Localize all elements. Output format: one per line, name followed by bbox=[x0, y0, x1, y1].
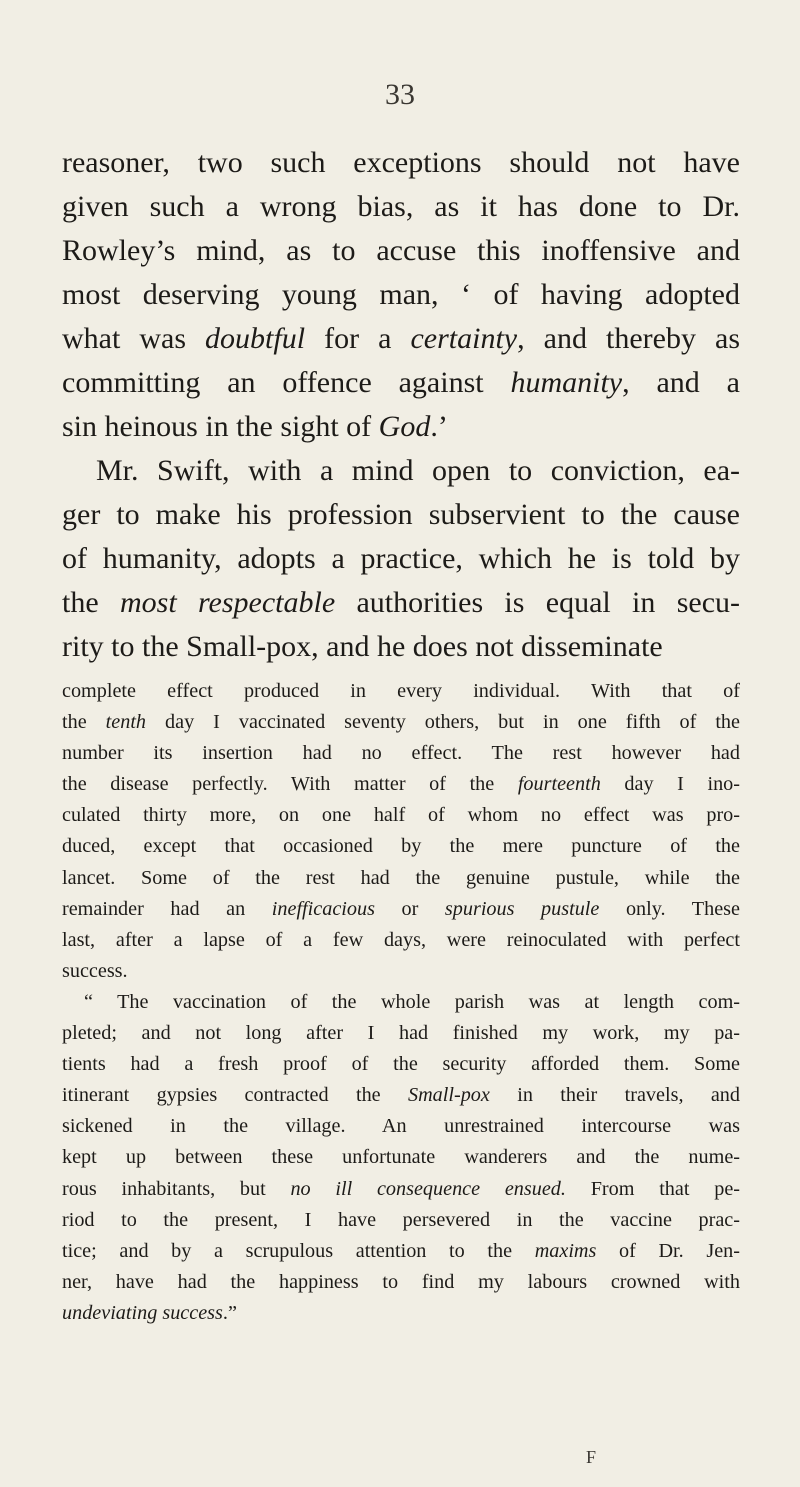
text-line bbox=[62, 185, 740, 229]
text-line bbox=[62, 1049, 740, 1080]
text-run: From that pe- bbox=[565, 1177, 740, 1200]
text-line bbox=[62, 493, 740, 537]
text-line bbox=[62, 987, 740, 1018]
text-run: rity to the Small-pox, and he does not disseminate bbox=[62, 630, 663, 663]
text-run: duced, except that occasioned by the mere puncture of the bbox=[62, 835, 740, 858]
text-line bbox=[62, 1205, 740, 1236]
italic-text: spurious pustule bbox=[444, 897, 600, 920]
text-run: what was bbox=[62, 322, 206, 355]
text-run: day I ino- bbox=[600, 773, 740, 796]
text-line bbox=[62, 676, 740, 707]
quoted-passage bbox=[62, 676, 740, 1329]
italic-text: maxims bbox=[534, 1239, 597, 1262]
signature-mark: F bbox=[586, 1447, 597, 1467]
text-run: of humanity, adopts a practice, which he is told by bbox=[62, 542, 740, 575]
text-line bbox=[62, 707, 740, 738]
text-line bbox=[62, 1111, 740, 1142]
text-run: itinerant gypsies contracted the bbox=[62, 1084, 408, 1107]
text-run: pleted; and not long after I had finished my work, my pa- bbox=[62, 1022, 740, 1045]
italic-text: certainty bbox=[410, 322, 518, 355]
text-line bbox=[62, 317, 740, 361]
text-run: most deserving young man, ‘ of having adopted bbox=[62, 278, 740, 311]
text-run: complete effect produced in every individual. With that of bbox=[62, 680, 740, 702]
text-line bbox=[62, 1142, 740, 1173]
text-run: , and thereby as bbox=[517, 322, 740, 355]
italic-text: inefficacious bbox=[271, 897, 375, 920]
text-line bbox=[62, 1236, 740, 1267]
italic-text: no ill consequence ensued. bbox=[290, 1177, 566, 1200]
text-run: only. These bbox=[599, 897, 740, 920]
text-run: in their travels, and bbox=[489, 1084, 740, 1107]
text-run: rous inhabitants, but bbox=[62, 1177, 291, 1200]
text-run: , and a bbox=[622, 366, 740, 399]
text-run: of Dr. Jen- bbox=[596, 1239, 740, 1262]
text-line bbox=[62, 1267, 740, 1298]
text-run: ger to make his profession subservient to the cause bbox=[62, 498, 740, 531]
text-run: the bbox=[62, 586, 120, 619]
text-line bbox=[62, 537, 740, 581]
text-run: last, after a lapse of a few days, were reinoculated with perfect bbox=[62, 928, 740, 951]
text-run: for a bbox=[305, 322, 411, 355]
text-run: committing an offence against bbox=[62, 366, 511, 399]
text-line bbox=[62, 956, 740, 987]
text-run: the bbox=[62, 711, 106, 734]
text-line bbox=[62, 863, 740, 894]
italic-text: most respectable bbox=[119, 586, 336, 619]
text-line bbox=[62, 1298, 740, 1329]
text-run: sin heinous in the sight of bbox=[62, 410, 379, 443]
italic-text: tenth bbox=[105, 711, 147, 734]
text-run: riod to the present, I have persevered in the vaccine prac- bbox=[62, 1208, 740, 1231]
text-run: or bbox=[374, 897, 445, 920]
text-run: sickened in the village. An unrestrained intercourse was bbox=[62, 1115, 740, 1138]
text-line bbox=[62, 1018, 740, 1049]
text-run: authorities is equal in secu- bbox=[335, 586, 741, 619]
text-run: remainder had an bbox=[62, 897, 272, 920]
text-line bbox=[62, 449, 740, 493]
text-run: success. bbox=[62, 959, 128, 982]
text-run: Mr. Swift, with a mind open to conviction, ea- bbox=[96, 454, 740, 487]
text-line bbox=[62, 1174, 740, 1205]
text-run: lancet. Some of the rest had the genuine pustule, while the bbox=[62, 866, 740, 889]
text-run: .’ bbox=[430, 410, 448, 443]
text-run: tients had a fresh proof of the security afforded them. Some bbox=[62, 1053, 740, 1076]
italic-text: Small-pox bbox=[408, 1084, 490, 1107]
text-run: given such a wrong bias, as it has done to Dr. bbox=[62, 190, 740, 223]
text-run: day I vaccinated seventy others, but in one fifth of the bbox=[146, 711, 740, 734]
text-run: Rowley’s mind, as to accuse this inoffensive and bbox=[62, 234, 740, 267]
text-run: ner, have had the happiness to find my labours crowned with bbox=[62, 1270, 740, 1293]
text-run: number its insertion had no effect. The rest however had bbox=[62, 742, 740, 765]
text-line bbox=[62, 405, 740, 449]
text-line bbox=[62, 1080, 740, 1111]
text-line bbox=[62, 831, 740, 862]
text-run: reasoner, two such exceptions should not have bbox=[62, 146, 740, 179]
text-run: .” bbox=[222, 1301, 237, 1324]
text-line bbox=[62, 581, 740, 625]
text-run: “ The vaccination of the whole parish was at length com- bbox=[84, 990, 740, 1013]
italic-text: humanity bbox=[510, 366, 623, 399]
text-line bbox=[62, 738, 740, 769]
main-paragraph bbox=[62, 141, 740, 669]
text-line bbox=[62, 229, 740, 273]
text-line bbox=[62, 894, 740, 925]
text-run: kept up between these unfortunate wanderers and the nume- bbox=[62, 1146, 740, 1169]
text-line bbox=[62, 925, 740, 956]
italic-text: undeviating success bbox=[62, 1301, 223, 1324]
text-line bbox=[62, 273, 740, 317]
text-run: the disease perfectly. With matter of the bbox=[62, 773, 518, 796]
text-run: culated thirty more, on one half of whom no effect was pro- bbox=[62, 804, 740, 827]
text-line bbox=[62, 361, 740, 405]
text-line bbox=[62, 141, 740, 185]
italic-text: God bbox=[378, 410, 431, 443]
italic-text: fourteenth bbox=[517, 773, 601, 796]
page-number: 33 bbox=[385, 78, 415, 111]
text-line bbox=[62, 769, 740, 800]
italic-text: doubtful bbox=[205, 322, 306, 355]
text-line bbox=[62, 800, 740, 831]
text-run: tice; and by a scrupulous attention to the bbox=[62, 1239, 535, 1262]
text-line bbox=[62, 625, 740, 669]
